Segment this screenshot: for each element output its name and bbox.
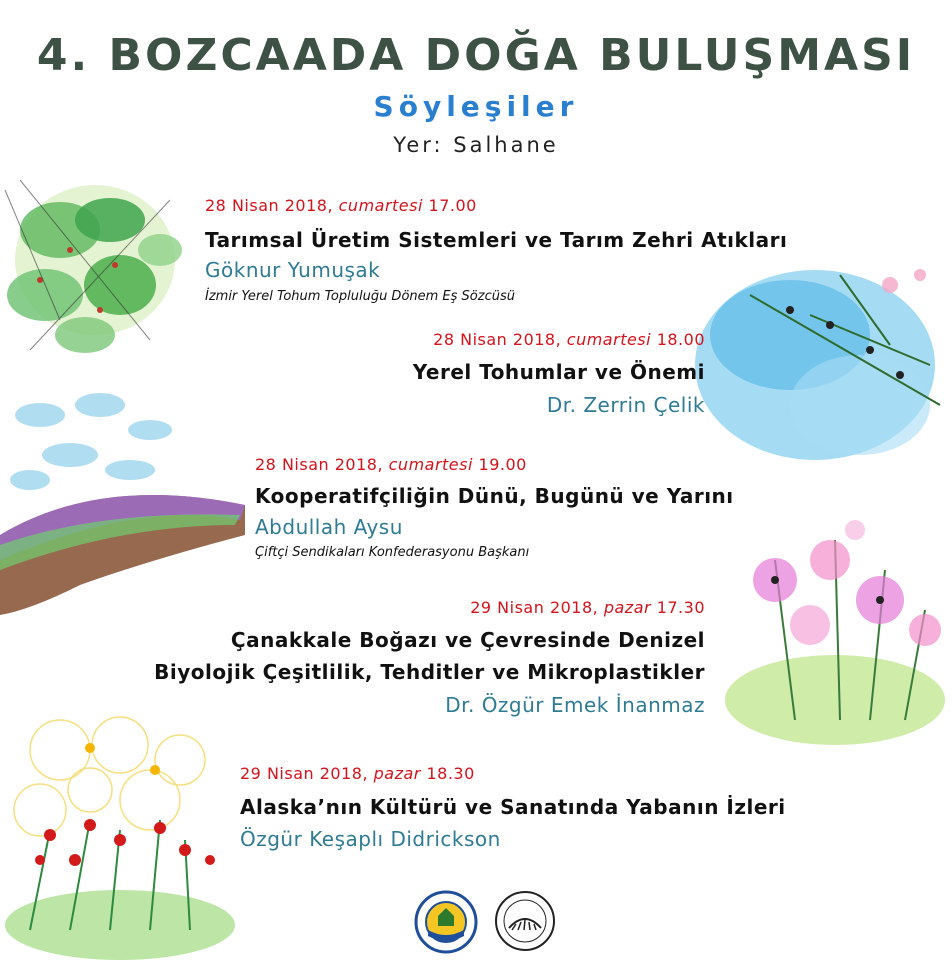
poppy-field-illustration <box>0 710 240 960</box>
page-subtitle: Söyleşiler <box>373 90 579 123</box>
event-1-role: İzmir Yerel Tohum Topluluğu Dönem Eş Sözcüsü <box>205 289 515 304</box>
event-1-date <box>205 196 477 215</box>
event-1-speaker: Göknur Yumuşak <box>205 258 381 282</box>
event-time: 18.30 <box>426 764 475 783</box>
event-day: cumartesi <box>388 455 473 474</box>
event-5-date <box>240 764 475 783</box>
green-leaves-illustration <box>0 170 200 360</box>
municipality-logo <box>414 890 478 954</box>
event-2-speaker: Dr. Zerrin Çelik <box>546 393 705 417</box>
page-title: 4. BOZCAADA DOĞA BULUŞMASI <box>36 30 916 81</box>
event-4-date <box>470 598 705 617</box>
event-3-date <box>255 455 527 474</box>
event-date: 28 Nisan 2018, <box>433 330 562 349</box>
event-3-speaker: Abdullah Aysu <box>255 515 403 539</box>
forum-logo <box>494 890 556 952</box>
event-time: 17.00 <box>428 196 477 215</box>
blue-watercolor-illustration <box>690 255 952 470</box>
event-4-title-line1: Çanakkale Boğazı ve Çevresinde Denizel <box>230 628 705 652</box>
event-4-speaker: Dr. Özgür Emek İnanmaz <box>445 693 705 717</box>
pink-flowers-illustration <box>715 500 952 750</box>
event-5-speaker: Özgür Keşaplı Didrickson <box>240 827 501 851</box>
event-4-title-line2: Biyolojik Çeşitlilik, Tehditler ve Mikroplastikler <box>154 660 705 684</box>
event-5-title: Alaska’nın Kültürü ve Sanatında Yabanın İzleri <box>240 795 786 819</box>
venue-text: Yer: Salhane <box>393 133 559 157</box>
event-day: pazar <box>373 764 421 783</box>
event-3-title: Kooperatifçiliğin Dünü, Bugünü ve Yarını <box>255 484 734 508</box>
event-date: 29 Nisan 2018, <box>240 764 369 783</box>
event-date: 28 Nisan 2018, <box>255 455 384 474</box>
event-2-title: Yerel Tohumlar ve Önemi <box>412 360 705 384</box>
event-day: cumartesi <box>338 196 423 215</box>
event-date: 28 Nisan 2018, <box>205 196 334 215</box>
event-2-date <box>433 330 705 349</box>
event-day: cumartesi <box>566 330 652 349</box>
event-day: pazar <box>603 598 652 617</box>
soil-flowers-illustration <box>0 385 250 620</box>
event-date: 29 Nisan 2018, <box>470 598 599 617</box>
event-time: 17.30 <box>656 598 705 617</box>
event-time: 19.00 <box>478 455 527 474</box>
event-time: 18.00 <box>656 330 705 349</box>
event-3-role: Çiftçi Sendikaları Konfederasyonu Başkanı <box>255 545 530 560</box>
event-1-title: Tarımsal Üretim Sistemleri ve Tarım Zehri Atıkları <box>205 228 788 252</box>
